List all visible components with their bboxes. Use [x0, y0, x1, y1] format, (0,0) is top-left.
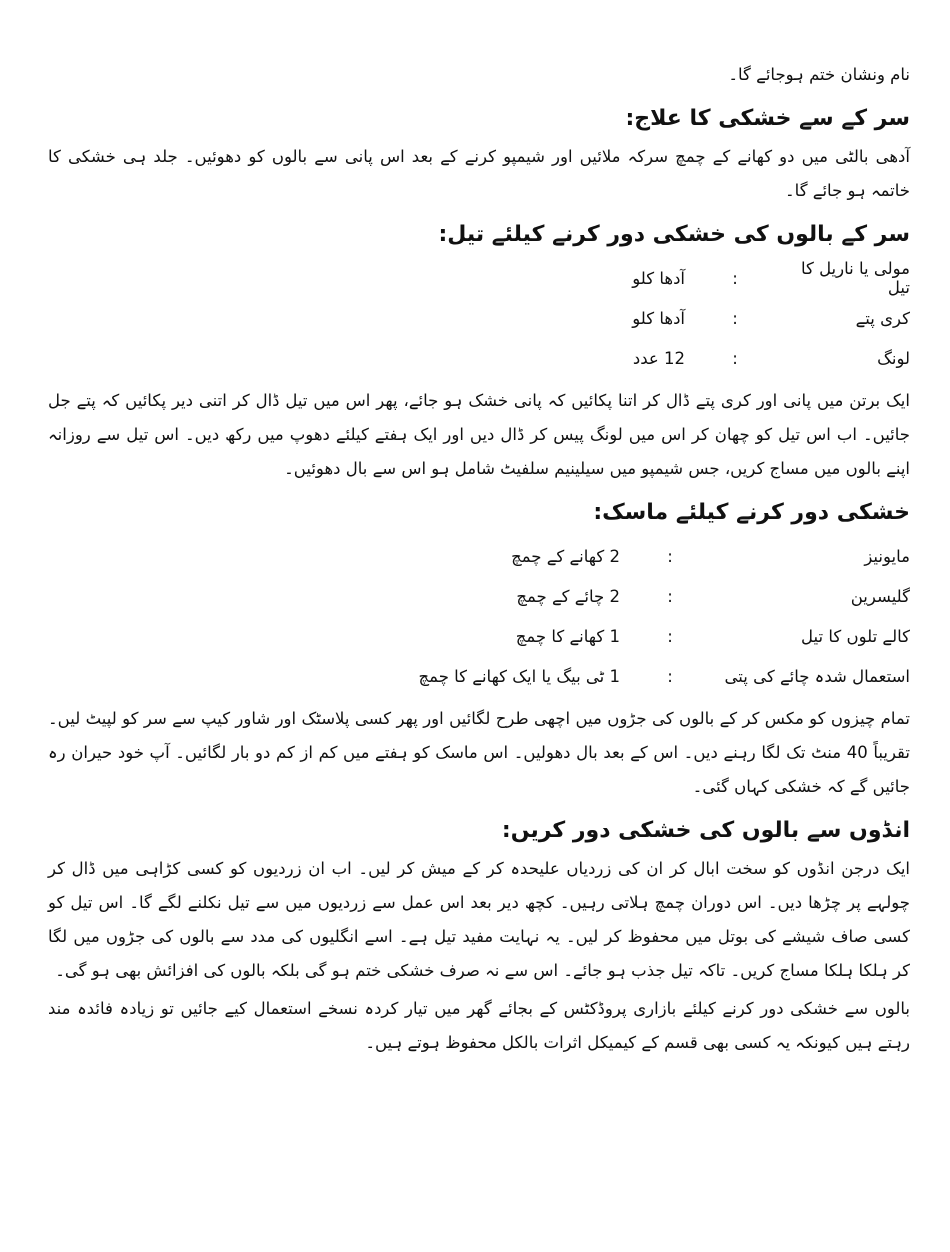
heading-dandruff-oil: سر کے بالوں کی خشکی دور کرنے کیلئے تیل: [438, 222, 910, 247]
ingredient-quantity: 1 کھانے کا چمچ [515, 626, 620, 646]
ingredient-separator: : [732, 308, 738, 328]
ingredient-quantity: آدھا کلو [632, 308, 685, 328]
ingredient-row [48, 338, 910, 378]
paragraph-intro-end: نام ونشان ختم ہوجائے گا۔ [728, 65, 910, 84]
ingredient-row [48, 536, 910, 576]
ingredient-quantity: 12 عدد [632, 348, 685, 368]
ingredient-name: مایونیز [864, 546, 910, 566]
ingredient-separator: : [667, 666, 673, 686]
ingredient-name: کالے تلوں کا تیل [801, 626, 910, 646]
ingredient-separator: : [732, 268, 738, 288]
paragraph-egg-method: ایک درجن انڈوں کو سخت ابال کر ان کی زردیاں علیحدہ کر کے میش کر لیں۔ اب ان زردیوں کو کسی کڑاہی میں ڈال کر چولہے پر چڑھا دیں۔ اس دوران چمچ ہلاتی رہیں۔ کچھ دیر بعد اس عمل سے زردیوں میں سے تیل نکلنے لگے گا۔ اس تیل کو کسی صاف شیشے کی بوتل میں محفوظ کر لیں۔ یہ نہایت مفید تیل ہے۔ اسے انگلیوں کی مدد سے بالوں کی جڑوں میں لگا کر ہلکا ہلکا مساج کریں۔ تاکہ تیل جذب ہو جائے۔ اس سے نہ صرف خشکی ختم ہو گی بلکہ بالوں کی افزائش بھی ہو گی۔ [48, 859, 910, 980]
ingredient-name: کری پتے [855, 308, 910, 328]
ingredient-name: مولی یا ناریل کا تیل [800, 259, 910, 297]
ingredient-quantity: 1 ٹی بیگ یا ایک کھانے کا چمچ [418, 666, 620, 686]
ingredient-separator: : [732, 348, 738, 368]
ingredient-row [48, 298, 910, 338]
ingredients-list-oil [48, 258, 910, 378]
heading-dandruff-mask: خشکی دور کرنے کیلئے ماسک: [593, 500, 910, 525]
ingredient-separator: : [667, 586, 673, 606]
ingredient-separator: : [667, 546, 673, 566]
ingredient-row [48, 616, 910, 656]
ingredient-name: استعمال شدہ چائے کی پتی [724, 666, 910, 686]
paragraph-conclusion: بالوں سے خشکی دور کرنے کیلئے بازاری پروڈکٹس کے بجائے گھر میں تیار کردہ نسخے استعمال کیے جائیں تو زیادہ فائدہ مند رہتے ہیں کیونکہ یہ کسی بھی قسم کے کیمیکل اثرات بالکل محفوظ ہوتے ہیں۔ [48, 999, 910, 1052]
ingredient-separator: : [667, 626, 673, 646]
heading-vinegar-treatment: سر کے سے خشکی کا علاج: [625, 106, 910, 131]
ingredient-row [48, 576, 910, 616]
paragraph-mask-method: تمام چیزوں کو مکس کر کے بالوں کی جڑوں میں اچھی طرح لگائیں اور پھر کسی پلاسٹک اور شاور کیپ سے سر کو لپیٹ لیں۔ تقریباً 40 منٹ تک لگا رہنے دیں۔ اس کے بعد بال دھولیں۔ اس ماسک کو ہفتے میں کم از کم دو بار لگائیں۔ آپ خود حیران رہ جائیں گے کہ خشکی کہاں گئی۔ [48, 709, 910, 796]
ingredients-list-mask [48, 536, 910, 696]
ingredient-quantity: 2 چائے کے چمچ [516, 586, 620, 606]
paragraph-oil-method: ایک برتن میں پانی اور کری پتے ڈال کر اتنا پکائیں کہ پانی خشک ہو جائے، پھر اس میں تیل ڈال کر اتنی دیر پکائیں کہ پتے جل جائیں۔ اب اس تیل کو چھان کر اس میں لونگ پیس کر ڈال دیں اور ایک ہفتے کیلئے دھوپ میں رکھ دیں۔ اس تیل سے روزانہ اپنے بالوں میں مساج کریں، جس شیمپو میں سیلینیم سلفیٹ شامل ہو اس سے بال دھوئیں۔ [48, 391, 910, 478]
ingredient-name: گلیسرین [850, 586, 910, 606]
ingredient-quantity: 2 کھانے کے چمچ [511, 546, 620, 566]
ingredient-row [48, 258, 910, 298]
paragraph-vinegar: آدھی بالٹی میں دو کھانے کے چمچ سرکہ ملائیں اور شیمپو کرنے کے بعد اس پانی سے بالوں کو دھوئیں۔ جلد ہی خشکی کا خاتمہ ہو جائے گا۔ [48, 147, 910, 200]
ingredient-quantity: آدھا کلو [632, 268, 685, 288]
heading-egg-remedy: انڈوں سے بالوں کی خشکی دور کریں: [501, 818, 910, 843]
ingredient-row [48, 656, 910, 696]
ingredient-name: لونگ [877, 348, 910, 368]
